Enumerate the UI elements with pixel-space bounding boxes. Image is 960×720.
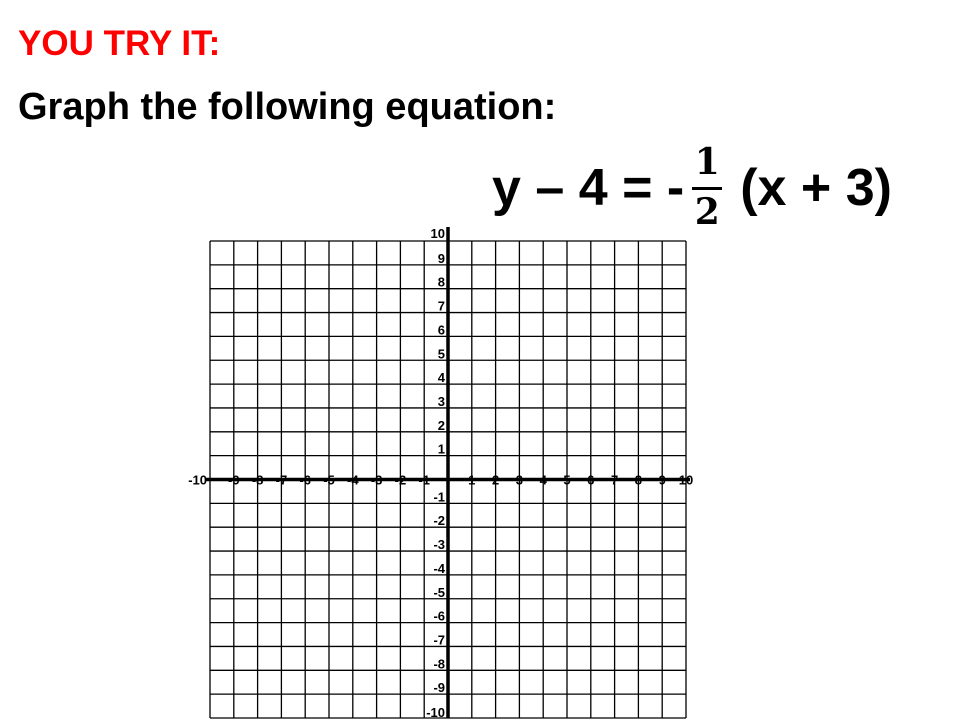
y-tick-label: 7 bbox=[437, 298, 445, 314]
x-tick-label: -3 bbox=[370, 472, 383, 488]
y-tick-label: -3 bbox=[433, 537, 445, 553]
x-tick-label: -10 bbox=[188, 472, 207, 488]
instruction-text: Graph the following equation: bbox=[18, 86, 557, 128]
y-tick-label: -6 bbox=[433, 608, 445, 624]
equation-right-side: (x + 3) bbox=[740, 159, 892, 217]
x-tick-label: 6 bbox=[587, 472, 595, 488]
x-tick-label: 9 bbox=[658, 472, 666, 488]
y-tick-label: 6 bbox=[437, 322, 445, 338]
x-tick-label: -5 bbox=[323, 472, 335, 488]
y-tick-label: -1 bbox=[433, 489, 445, 505]
x-tick-label: 8 bbox=[634, 472, 643, 488]
y-tick-label: 10 bbox=[430, 226, 445, 241]
y-tick-label: -4 bbox=[433, 560, 445, 576]
y-tick-label: -5 bbox=[433, 584, 445, 600]
y-tick-label: -7 bbox=[433, 632, 445, 648]
x-tick-label: 2 bbox=[491, 472, 500, 488]
fraction-numerator: 1 bbox=[694, 141, 720, 184]
fraction-denominator: 2 bbox=[694, 191, 720, 233]
y-tick-label: 5 bbox=[437, 346, 445, 362]
y-tick-label: 3 bbox=[437, 393, 445, 409]
y-tick-label: -9 bbox=[433, 680, 445, 696]
y-tick-label: 4 bbox=[437, 370, 445, 386]
x-tick-label: -2 bbox=[394, 472, 407, 488]
x-tick-label: -1 bbox=[418, 472, 430, 488]
y-tick-label: 9 bbox=[437, 250, 445, 266]
x-tick-label: -8 bbox=[251, 472, 264, 488]
y-tick-label: 2 bbox=[437, 417, 445, 433]
y-tick-label: -10 bbox=[426, 705, 445, 720]
x-tick-label: 3 bbox=[515, 472, 524, 488]
x-tick-label: -9 bbox=[228, 472, 240, 488]
y-tick-label: -8 bbox=[433, 656, 445, 672]
x-tick-label: 4 bbox=[539, 472, 547, 488]
y-tick-label: -2 bbox=[433, 513, 445, 529]
x-tick-label: 5 bbox=[563, 472, 571, 488]
x-tick-label: 1 bbox=[468, 472, 476, 488]
heading: YOU TRY IT: bbox=[18, 24, 221, 63]
x-tick-label: -7 bbox=[275, 472, 288, 488]
x-tick-label: -6 bbox=[299, 472, 311, 488]
x-tick-label: 7 bbox=[610, 472, 619, 488]
equation-left-side: y – 4 = - bbox=[492, 159, 685, 217]
x-tick-label: 10 bbox=[678, 472, 694, 488]
x-tick-label: -4 bbox=[347, 472, 359, 488]
y-tick-label: 8 bbox=[437, 274, 445, 290]
y-tick-label: 1 bbox=[437, 441, 445, 457]
